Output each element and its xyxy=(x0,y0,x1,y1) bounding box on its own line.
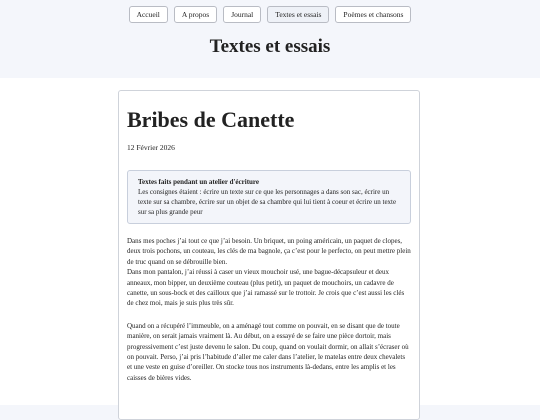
nav-item-poemes-et-chansons[interactable]: Poèmes et chansons xyxy=(335,6,411,23)
article-paragraph-1 xyxy=(127,236,411,309)
article-paragraph-2 xyxy=(127,321,411,383)
note-box xyxy=(127,170,411,224)
main-nav xyxy=(0,6,540,23)
article-card xyxy=(118,90,420,420)
article-date: 12 Février 2026 xyxy=(127,143,175,152)
page-title: Textes et essais xyxy=(209,36,331,57)
site-header xyxy=(0,0,540,79)
paragraph-line: Dans mes poches j’ai tout ce que j’ai besoin. Un briquet, un poing américain, un paquet de clopes, deux trois pochons, un couteau, les clés de ma bagnole, ça c’est pour le perfecto, on peut mettre plein de truc quand on se débrouille bien. xyxy=(127,237,411,266)
paragraph-line: Dans mon pantalon, j’ai réussi à caser un vieux mouchoir usé, une bague-décapsuleur et deux anneaux, mon bipper, un deuxième couteau (plus petit), un paquet de mouchoirs, un cadavre de canette, un sous-bock et des cailloux que j’ai ramassé sur le trottoir. Je crois que c’est aussi les clés de chez moi, mais je suis plus très sûr. xyxy=(127,268,405,308)
article-title: Bribes de Canette xyxy=(127,107,295,132)
paragraph-text: Quand on a récupéré l’immeuble, on a aménagé tout comme on pouvait, en se disant que de toute manière, on serait jamais vraiment là. Au début, on a essayé de se faire une pièce dortoir, mais progressivement c’est juste devenu le salon. Du coup, quand on voulait dormir, on allait s’écraser où on pouvait. Perso, j’ai pris l’habitude d’aller me caler dans l’atelier, le matelas entre deux chevalets et une veste en guise d’oreiller. On stocke tous nos instruments là-dedans, entre les amplis et les caisses de bières vides. xyxy=(127,321,409,382)
nav-item-accueil[interactable]: Accueil xyxy=(129,6,168,23)
note-body: Les consignes étaient : écrire un texte sur ce que les personnages a dans son sac, écrire un texte sur sa chambre, écrire sur un objet de sa chambre qui lui tient à coeur et écrire un texte sur sa plus grande peur xyxy=(138,188,397,216)
nav-item-a-propos[interactable]: A propos xyxy=(174,6,217,23)
nav-item-textes-et-essais[interactable]: Textes et essais xyxy=(267,6,329,23)
main-content xyxy=(0,78,540,405)
note-title: Textes faits pendant un atelier d'écriture xyxy=(138,178,260,186)
nav-item-journal[interactable]: Journal xyxy=(223,6,261,23)
